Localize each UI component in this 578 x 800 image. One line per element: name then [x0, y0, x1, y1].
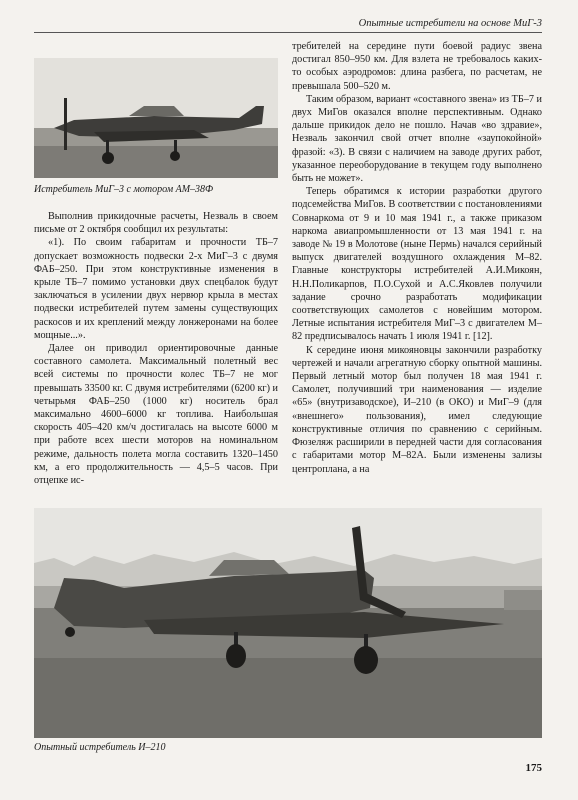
- aircraft-photo-2: [34, 508, 542, 738]
- header-rule: [34, 32, 542, 33]
- running-title: Опытные истребители на основе МиГ-3: [358, 18, 542, 29]
- paragraph: Теперь обратимся к истории разработки другого подсемейства МиГов. В соответствии с постановлениями Совнаркома от 9 и 10 мая 1941 г., а также приказом наркома авиапромышленности от 13 мая 1941 г. на заводе № 19 в Молотове (ныне Пермь) начался серийный выпуск двигателей воздушного охлаждения М–82. Главные конструкторы истребителей А.И.Микоян, Н.Н.Поликарпов, П.О.Сухой и А.С.Яковлев получили задание срочно разработать модификации соответствующих самолетов с новейшим мотором. Летные испытания истребителя МиГ–3 с двигателем М–82 предписывалось начать 1 июля 1941 г. [12].: [292, 186, 542, 343]
- paragraph: Таким образом, вариант «составного звена» из ТБ–7 и двух МиГов оказался вполне перспективным. Однако дальше прикидок дело не пошло. Начав «во здравие», Незваль закончил свой отчет вполне «заупокойной» фразой: «3). В связи с наличием на заводе других работ, указанное переоборудование в текущем году выполнено быть не может».: [292, 93, 542, 185]
- figure-1-caption: Истребитель МиГ–3 с мотором АМ–38Ф: [34, 184, 214, 195]
- photo-i210: [34, 508, 542, 738]
- figure-2-caption: Опытный истребитель И–210: [34, 742, 166, 753]
- page-number: 175: [525, 762, 542, 774]
- photo-mig3-am38f: [34, 58, 278, 178]
- aircraft-photo-1: [34, 58, 278, 178]
- right-column-text: [292, 40, 542, 476]
- paragraph: требителей на середине пути боевой радиус звена достигал 850–950 км. Для взлета не требовалось каких-то особых аэродромов: длина разбега, по расчетам, не превышала 500–520 м.: [292, 41, 542, 92]
- paragraph: Выполнив прикидочные расчеты, Незваль в своем письме от 2 октября сообщил их результаты:: [34, 211, 278, 236]
- paragraph: К середине июня микояновцы закончили разработку чертежей и начали агрегатную сборку опытной машины. Первый летный мотор был получен 18 мая 1941 г. Самолет, получивший три наименования — изделие «65» (внутризаводское), И–210 (в ОКО) и МиГ–9 (для «внешнего» пользования), имел следующие конструктивные отличия по сравнению с серийным. Фюзеляж расширили в передней части для согласования с габаритами мотор М–82А. Были изменены зализы центроплана, а на: [292, 344, 542, 475]
- left-column-text: [34, 210, 278, 487]
- paragraph: «1). По своим габаритам и прочности ТБ–7 допускает возможность подвески 2-х МиГ–3 с двумя ФАБ–250. При этом конструктивные изменения в крыле ТБ–7 помимо установки двух спецбалок будут заключаться в усилении двух нервюр крыла в местах подвески истребителей путем замены существующих раскосов и их креплений между лонжеронами на более мощные...».: [34, 237, 278, 341]
- paragraph: Далее он приводил ориентировочные данные составного самолета. Максимальный полетный вес всей системы по прочности колес ТБ–7 не мог превышать 33500 кг. С двумя истребителями (6200 кг) и четырьмя ФАБ–250 (1000 кг) носитель брал максимально 4600–6000 кг топлива. Наибольшая скорость 405–420 км/ч достигалась на высоте 6000 м при работе всех шести моторов на номинальном режиме, дальность полета могла составить 1320–1450 км, а его продолжительность — 4,5–5 часов. При отцепке ис-: [34, 343, 279, 487]
